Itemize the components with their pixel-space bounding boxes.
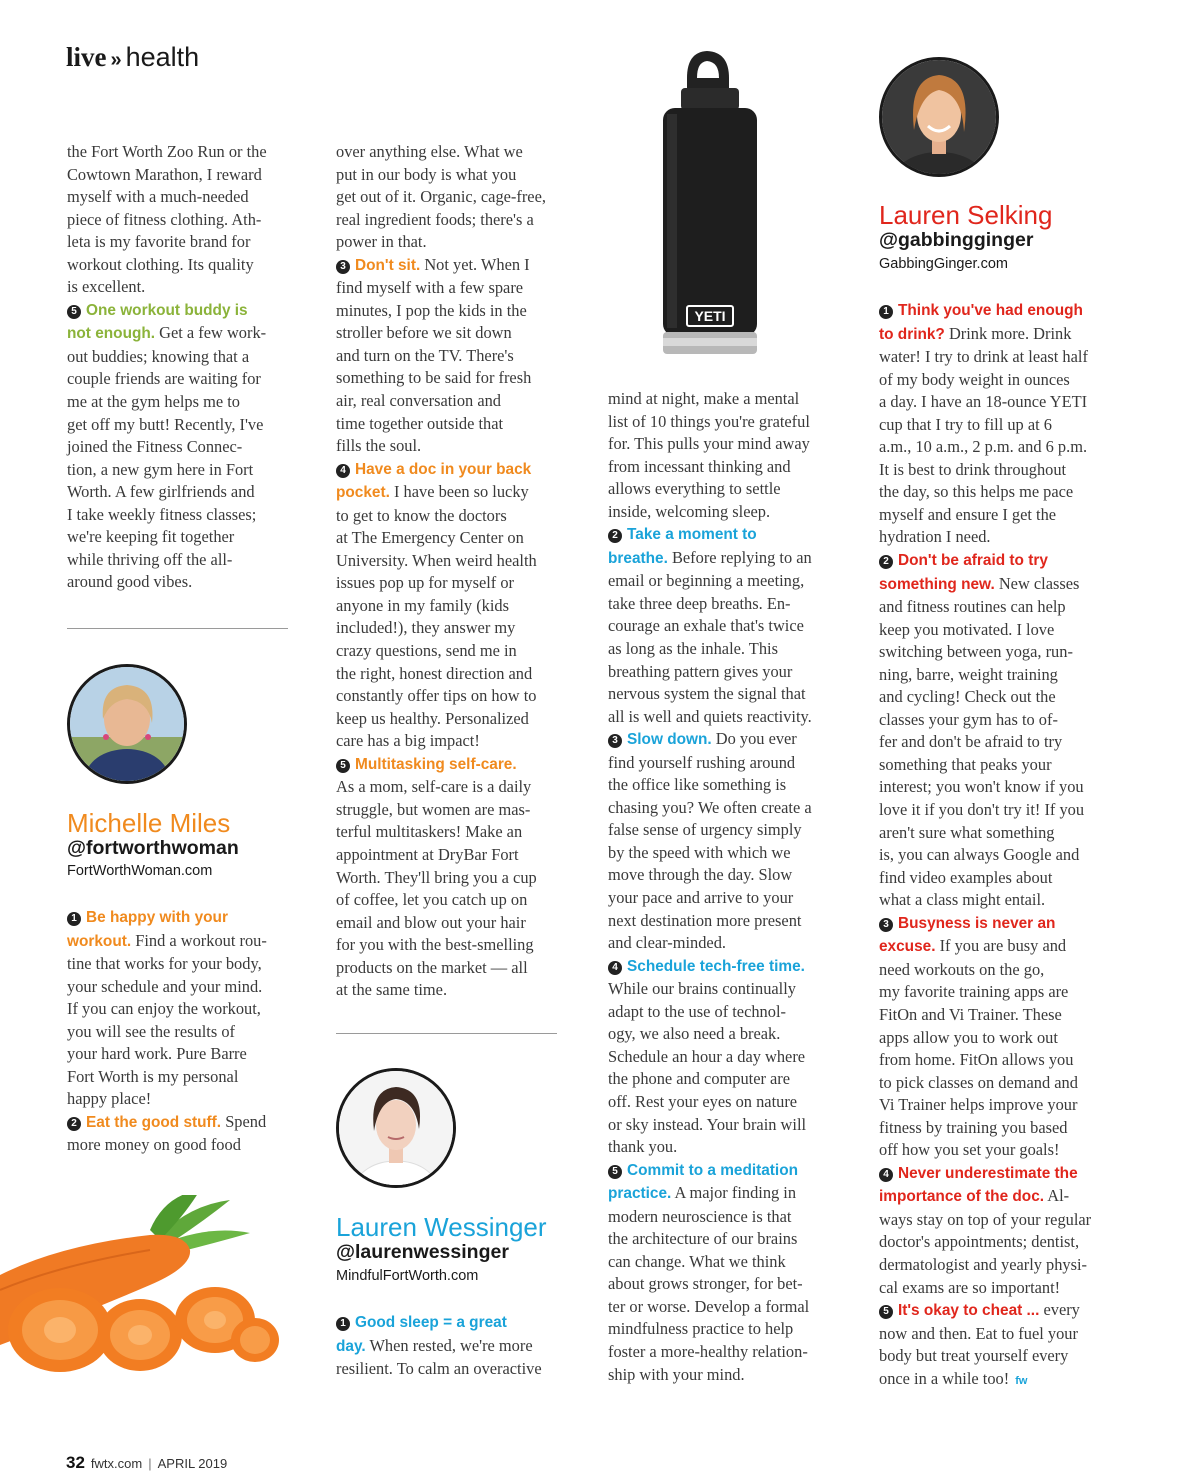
tip-heading: Don't sit.: [355, 256, 421, 274]
yeti-bottle-image: [655, 48, 765, 364]
bottle-brand-label: YETI: [694, 308, 726, 324]
text-line: you will see the results of: [67, 1021, 235, 1041]
tip-heading: breathe.: [608, 549, 668, 567]
tip-number-badge: 1: [67, 912, 81, 926]
text-line: at the same time.: [336, 980, 448, 1000]
text-line: joined the Fitness Connec-: [67, 437, 243, 457]
tip-number-badge: 2: [608, 529, 622, 543]
tip-heading: Good sleep = a great: [355, 1314, 507, 1331]
text-span: If you are busy and: [935, 936, 1067, 956]
text-line: love it if you don't try it! If you: [879, 800, 1085, 820]
text-span: New classes: [994, 573, 1080, 593]
text-line: dermatologist and yearly physi-: [879, 1254, 1088, 1274]
divider: [67, 628, 288, 629]
text-line: about grows stronger, for bet-: [608, 1274, 803, 1294]
text-line: Worth. They'll bring you a cup: [336, 867, 537, 887]
text-line: around good vibes.: [67, 572, 193, 592]
text-line: over anything else. What we: [336, 142, 523, 161]
page-number: 32: [66, 1453, 85, 1472]
tip-number-badge: 5: [879, 1305, 893, 1319]
text-line: power in that.: [336, 232, 427, 252]
text-line: happy place!: [67, 1089, 152, 1109]
carrots-image: [0, 1195, 290, 1380]
text-line: and cycling! Check out the: [879, 687, 1056, 707]
text-line: and turn on the TV. There's: [336, 345, 514, 365]
text-line: Fort Worth is my personal: [67, 1066, 239, 1086]
text-line: a.m., 10 a.m., 2 p.m. and 6 p.m.: [879, 437, 1088, 457]
end-mark: fw: [1015, 1374, 1028, 1387]
footer-separator: |: [148, 1456, 152, 1471]
text-line: by the speed with which we: [608, 842, 791, 862]
tip-heading: Eat the good stuff.: [86, 1113, 222, 1131]
tip-number-badge: 3: [879, 918, 893, 932]
text-line: resilient. To calm an overactive: [336, 1359, 542, 1379]
text-span: every: [1039, 1300, 1080, 1320]
text-line: the office like something is: [608, 775, 787, 795]
text-line: we're keeping fit together: [67, 527, 235, 547]
tip-heading: workout.: [67, 932, 132, 950]
column-3-text: [608, 388, 812, 1386]
column-2-text: [336, 141, 546, 1002]
text-line: University. When weird health: [336, 550, 537, 570]
text-line: list of 10 things you're grateful: [608, 411, 810, 431]
text-span: Get a few work-: [155, 323, 267, 343]
text-line: to pick classes on demand and: [879, 1072, 1078, 1092]
tip-heading: Slow down.: [627, 731, 712, 749]
tip-heading: Have a doc in your back: [355, 460, 532, 478]
tip-number-badge: 3: [608, 734, 622, 748]
text-line: appointment at DryBar Fort: [336, 844, 519, 864]
text-line: inside, welcoming sleep.: [608, 501, 771, 521]
footer-issue: APRIL 2019: [157, 1456, 228, 1471]
section-name: health: [125, 42, 200, 72]
michelle-avatar: [67, 664, 187, 784]
text-line: and clear-minded.: [608, 933, 726, 953]
text-span: When rested, we're more: [365, 1335, 533, 1355]
section-header: [66, 42, 199, 73]
text-line: ning, barre, weight training: [879, 664, 1058, 684]
michelle-website: FortWorthWoman.com: [67, 863, 213, 879]
text-line: false sense of urgency simply: [608, 820, 802, 840]
text-line: adapt to the use of technol-: [608, 1001, 786, 1021]
text-line: piece of fitness clothing. Ath-: [67, 209, 262, 229]
text-line: move through the day. Slow: [608, 865, 793, 885]
text-line: fills the soul.: [336, 436, 422, 456]
selking-avatar: [879, 57, 999, 177]
tip-heading: Busyness is never an: [898, 914, 1056, 932]
text-line: interest; you won't know if you: [879, 777, 1084, 797]
column-4-text: [879, 299, 1091, 1392]
tip-number-badge: 2: [879, 555, 893, 569]
text-span: Drink more. Drink: [944, 323, 1072, 343]
text-line: classes your gym has to of-: [879, 709, 1058, 729]
text-line: is excellent.: [67, 277, 146, 297]
text-line: body but treat yourself every: [879, 1346, 1069, 1366]
text-line: mind at night, make a mental: [608, 389, 800, 408]
text-line: now and then. Eat to fuel your: [879, 1323, 1078, 1343]
tip-number-badge: 3: [336, 260, 350, 274]
selking-name: Lauren Selking: [879, 200, 1053, 230]
text-line: ship with your mind.: [608, 1364, 745, 1384]
text-line: cup that I try to fill up at 6: [879, 414, 1052, 434]
text-line: from incessant thinking and: [608, 456, 791, 476]
text-line: water! I try to drink at least half: [879, 347, 1088, 367]
tip-heading: One workout buddy is: [86, 301, 248, 319]
text-line: your schedule and your mind.: [67, 976, 263, 996]
text-span: Before replying to an: [667, 547, 812, 567]
text-span: Do you ever: [711, 729, 797, 749]
text-line: doctor's appointments; dentist,: [879, 1232, 1080, 1252]
text-span: A major finding in: [671, 1183, 797, 1203]
text-line: the right, honest direction and: [336, 663, 533, 683]
text-line: thank you.: [608, 1137, 678, 1157]
text-line: my favorite training apps are: [879, 982, 1069, 1002]
text-line: issues pop up for myself or: [336, 573, 515, 593]
section-kicker: live: [66, 42, 107, 72]
text-line: constantly offer tips on how to: [336, 686, 537, 706]
text-line: real ingredient foods; there's a: [336, 209, 534, 229]
section-separator: »: [110, 49, 122, 71]
page-footer: [66, 1453, 227, 1473]
text-line: workout clothing. Its quality: [67, 254, 254, 274]
tip-heading: excuse.: [879, 938, 936, 956]
text-line: keep us healthy. Personalized: [336, 708, 529, 728]
text-line: chasing you? We often create a: [608, 797, 812, 817]
footer-site: fwtx.com: [90, 1456, 143, 1471]
tip-buddy: [67, 299, 267, 594]
text-line: out buddies; knowing that a: [67, 346, 250, 366]
text-line: cal exams are so important!: [879, 1277, 1061, 1297]
text-line: find myself with a few spare: [336, 278, 524, 298]
tip-heading: Be happy with your: [86, 909, 228, 926]
divider: [336, 1033, 557, 1034]
wessinger-tips-col2: [336, 1311, 542, 1381]
text-line: the day, so this helps me pace: [879, 482, 1074, 502]
tip-number-badge: 1: [336, 1317, 350, 1331]
text-line: Schedule an hour a day where: [608, 1046, 806, 1066]
text-line: I take weekly fitness classes;: [67, 504, 257, 524]
tip-number-badge: 5: [336, 759, 350, 773]
text-line: your pace and arrive to your: [608, 888, 794, 908]
text-line: minutes, I pop the kids in the: [336, 300, 527, 320]
text-span: Al-: [1044, 1186, 1070, 1206]
text-line: allows everything to settle: [608, 479, 781, 499]
text-line: put in our body is what you: [336, 164, 517, 184]
wessinger-name: Lauren Wessinger: [336, 1212, 547, 1242]
text-line: aren't sure what something: [879, 822, 1055, 842]
text-span: Find a workout rou-: [131, 930, 267, 950]
text-line: Cowtown Marathon, I reward: [67, 164, 262, 184]
text-line: get off my butt! Recently, I've: [67, 414, 264, 434]
tip-heading: practice.: [608, 1185, 672, 1203]
text-line: and fitness routines can help: [879, 597, 1066, 617]
text-line: find yourself rushing around: [608, 752, 796, 772]
text-line: apps allow you to work out: [879, 1027, 1058, 1047]
text-line: terful multitaskers! Make an: [336, 822, 523, 842]
tip-number-badge: 1: [879, 305, 893, 319]
tip-heading: Commit to a meditation: [627, 1161, 799, 1179]
tip-heading: pocket.: [336, 484, 390, 502]
text-line: need workouts on the go,: [879, 959, 1045, 979]
text-line: stroller before we sit down: [336, 323, 512, 343]
text-line: myself and ensure I get the: [879, 504, 1057, 524]
text-line: while thriving off the all-: [67, 549, 233, 569]
tip-number-badge: 4: [608, 961, 622, 975]
text-line: what a class might entail.: [879, 890, 1046, 910]
text-line: While our brains continually: [608, 979, 796, 999]
text-line: your hard work. Pure Barre: [67, 1044, 247, 1064]
text-line: to get to know the doctors: [336, 505, 507, 525]
text-span: Not yet. When I: [420, 254, 530, 274]
text-line: the Fort Worth Zoo Run or the: [67, 142, 267, 161]
text-line: at The Emergency Center on: [336, 528, 524, 548]
text-line: tine that works for your body,: [67, 954, 262, 974]
text-line: air, real conversation and: [336, 391, 501, 411]
text-line: more money on good food: [67, 1135, 241, 1155]
text-line: take three deep breaths. En-: [608, 593, 791, 613]
text-line: for you with the best-smelling: [336, 935, 534, 955]
text-line: next destination more present: [608, 910, 802, 930]
tip-heading: Think you've had enough: [898, 302, 1083, 319]
text-line: fer and don't be afraid to try: [879, 732, 1063, 752]
text-line: or sky instead. Your brain will: [608, 1114, 807, 1134]
tip-heading: something new.: [879, 575, 995, 593]
text-line: As a mom, self-care is a daily: [336, 777, 532, 797]
text-span: I have been so lucky: [389, 482, 529, 502]
column-1-text: [67, 141, 267, 594]
text-line: me at the gym helps me to: [67, 392, 240, 412]
tip-heading: It's okay to cheat ...: [898, 1302, 1040, 1320]
text-span: once in a while too!: [879, 1368, 1010, 1388]
text-line: anyone in my family (kids: [336, 595, 509, 615]
text-line: is, you can always Google and: [879, 845, 1080, 865]
text-line: ter or worse. Develop a formal: [608, 1296, 810, 1316]
text-line: as long as the inhale. This: [608, 639, 778, 659]
text-line: can change. What we think: [608, 1251, 786, 1271]
text-line: hydration I need.: [879, 527, 991, 547]
text-line: Vi Trainer helps improve your: [879, 1095, 1078, 1115]
text-line: off. Rest your eyes on nature: [608, 1091, 798, 1111]
text-line: products on the market — all: [336, 957, 528, 977]
text-line: mindfulness practice to help: [608, 1319, 794, 1339]
text-line: time together outside that: [336, 413, 504, 433]
text-line: tion, a new gym here in Fort: [67, 459, 254, 479]
tip-number-badge: 5: [67, 305, 81, 319]
tip-heading: Don't be afraid to try: [898, 552, 1048, 570]
text-line: find video examples about: [879, 867, 1053, 887]
text-line: get out of it. Organic, cage-free,: [336, 187, 546, 207]
text-line: modern neuroscience is that: [608, 1206, 792, 1226]
tip-heading: Schedule tech-free time.: [627, 957, 805, 975]
tip-heading: Never underestimate the: [898, 1164, 1078, 1182]
text-line: all is well and quiets reactivity.: [608, 706, 812, 726]
wessinger-website: MindfulFortWorth.com: [336, 1268, 479, 1284]
text-line: ways stay on top of your regular: [879, 1209, 1092, 1229]
text-line: something to be said for fresh: [336, 368, 532, 388]
tip-heading: day.: [336, 1337, 366, 1355]
text-line: a day. I have an 18-ounce YETI: [879, 392, 1088, 412]
text-line: care has a big impact!: [336, 731, 480, 751]
text-line: fitness by training you based: [879, 1117, 1068, 1137]
michelle-tips-col1: [67, 906, 267, 1157]
text-line: from home. FitOn allows you: [879, 1050, 1074, 1070]
tip-heading: importance of the doc.: [879, 1188, 1045, 1206]
tip-number-badge: 5: [608, 1165, 622, 1179]
text-span: Spend: [221, 1111, 267, 1131]
text-line: of my body weight in ounces: [879, 369, 1070, 389]
tip-heading: to drink?: [879, 325, 945, 343]
tip-number-badge: 2: [67, 1117, 81, 1131]
tip-heading: Take a moment to: [627, 526, 757, 544]
michelle-name: Michelle Miles: [67, 808, 231, 838]
text-line: included!), they answer my: [336, 618, 516, 638]
text-line: It is best to drink throughout: [879, 459, 1067, 479]
selking-handle: @gabbingginger: [879, 229, 1034, 251]
text-line: Worth. A few girlfriends and: [67, 482, 255, 502]
text-line: of coffee, let you catch up on: [336, 890, 528, 910]
text-line: keep you motivated. I love: [879, 619, 1055, 639]
col1-intro: [67, 141, 267, 299]
text-line: email or beginning a meeting,: [608, 571, 805, 591]
tip-number-badge: 4: [336, 464, 350, 478]
text-line: FitOn and Vi Trainer. These: [879, 1004, 1062, 1024]
text-line: struggle, but women are mas-: [336, 799, 531, 819]
wessinger-handle: @laurenwessinger: [336, 1241, 509, 1263]
tip-heading: Multitasking self-care.: [355, 755, 517, 773]
tip-number-badge: 4: [879, 1168, 893, 1182]
text-line: the architecture of our brains: [608, 1229, 798, 1249]
text-line: nervous system the signal that: [608, 684, 806, 704]
text-line: switching between yoga, run-: [879, 642, 1073, 662]
text-line: couple friends are waiting for: [67, 369, 261, 389]
text-line: for. This pulls your mind away: [608, 434, 810, 454]
text-line: something that peaks your: [879, 754, 1052, 774]
text-line: courage an exhale that's twice: [608, 616, 804, 636]
text-line: myself with a much-needed: [67, 187, 249, 207]
text-line: off how you set your goals!: [879, 1140, 1060, 1160]
text-line: foster a more-healthy relation-: [608, 1341, 808, 1361]
text-line: breathing pattern gives your: [608, 661, 793, 681]
text-line: leta is my favorite brand for: [67, 232, 251, 252]
text-line: crazy questions, send me in: [336, 641, 517, 661]
michelle-handle: @fortworthwoman: [67, 837, 239, 859]
wessinger-avatar: [336, 1068, 456, 1188]
text-line: email and blow out your hair: [336, 912, 526, 932]
tip-heading: not enough.: [67, 325, 156, 343]
text-line: ogy, we also need a break.: [608, 1024, 781, 1044]
text-line: If you can enjoy the workout,: [67, 999, 261, 1019]
text-line: the phone and computer are: [608, 1069, 791, 1089]
selking-website: GabbingGinger.com: [879, 256, 1008, 272]
